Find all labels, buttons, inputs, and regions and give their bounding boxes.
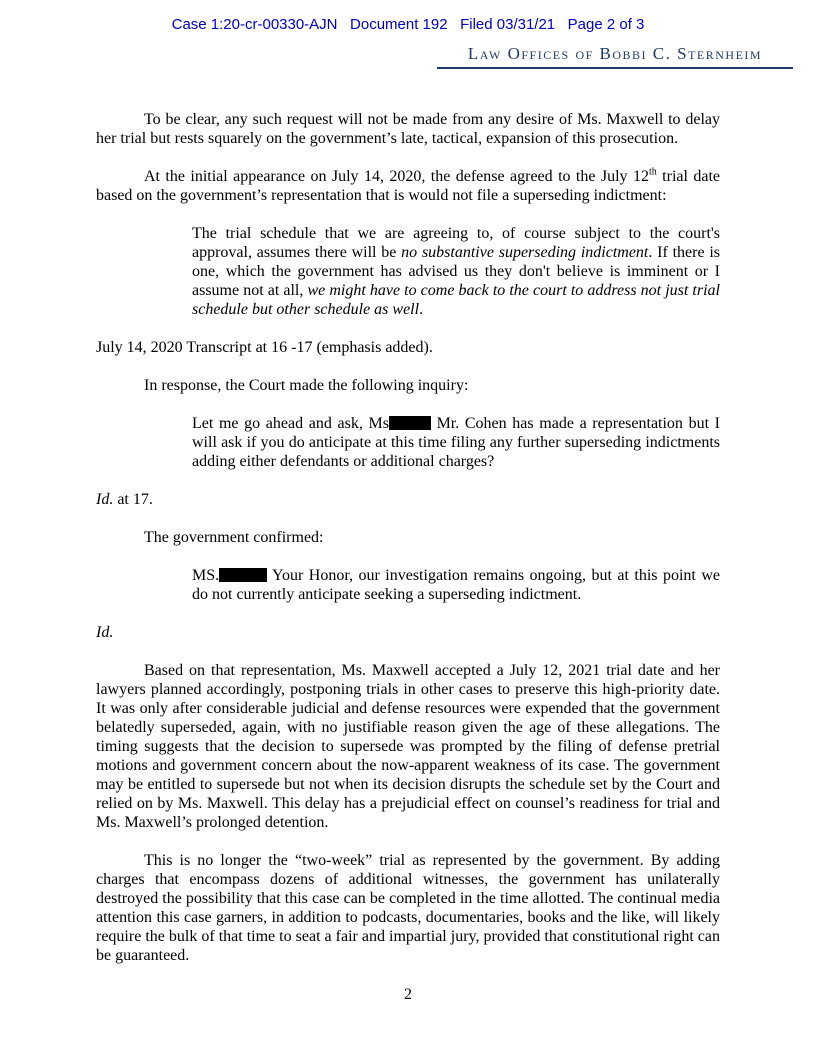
body-text: In response, the Court made the following inquiry:	[144, 377, 469, 394]
italic-text: Id.	[96, 491, 114, 508]
italic-text: we might have to come back to the court to address not just trial schedule but other schedule as well	[192, 282, 720, 318]
letterhead: Law Offices of Bobbi C. Sternheim	[437, 44, 793, 69]
paragraph-body-indent	[96, 851, 720, 965]
paragraph-body-indent	[96, 167, 720, 205]
paragraph-body-indent	[96, 376, 720, 395]
body-text: trial date based on the government’s representation that is would not file a superseding indictment:	[96, 168, 721, 204]
body-text: To be clear, any such request will not be made from any desire of Ms. Maxwell to delay her trial but rests squarely on the government’s late, tactical, expansion of this prosecution.	[96, 111, 720, 147]
body-text: At the initial appearance on July 14, 2020, the defense agreed to the July 12	[144, 168, 649, 185]
superscript-text: th	[648, 166, 657, 178]
italic-text: no substantive superseding indictment	[401, 244, 649, 261]
body-text: Let me go ahead and ask, Ms	[192, 415, 389, 432]
body-text: MS.	[192, 567, 220, 584]
paragraph-body-indent	[96, 661, 720, 832]
body-text: Your Honor, our investigation remains ongoing, but at this point we do not currently anticipate seeking a superseding indictment.	[192, 567, 720, 603]
paragraph-cite	[96, 338, 720, 357]
paragraph-body-indent	[96, 110, 720, 148]
case-stamp: Case 1:20-cr-00330-AJN Document 192 Filed 03/31/21 Page 2 of 3	[171, 16, 645, 33]
body-text: This is no longer the “two-week” trial as represented by the government. By adding charges that encompass dozens of additional witnesses, the government has unilaterally destroyed the possibility that this case can be completed in the time allotted. The continual media attention this case garners, in addition to podcasts, documentaries, books and the like, will likely require the bulk of that time to seat a fair and impartial jury, provided that constitutional right can be guaranteed.	[96, 852, 720, 964]
body-text: The government confirmed:	[144, 529, 324, 546]
italic-text: Id.	[96, 624, 114, 641]
paragraph-quote	[192, 566, 720, 604]
paragraph-cite	[96, 490, 720, 509]
paragraph-cite	[96, 623, 720, 642]
paragraph-quote	[192, 224, 720, 319]
paragraph-quote	[192, 414, 720, 471]
redaction-box	[219, 568, 267, 582]
body-text: Based on that representation, Ms. Maxwell accepted a July 12, 2021 trial date and her lawyers planned accordingly, postponing trials in other cases to preserve this high-priority date. It was only after considerable judicial and defense resources were expended that the government belatedly superseded, again, with no justifiable reason given the age of these allegations. The timing suggests that the decision to supersede was prompted by the filing of defense pretrial motions and government concern about the now-apparent weakness of its case. The government may be entitled to supersede but not when its decision disrupts the schedule set by the Court and relied on by Ms. Maxwell. This delay has a prejudicial effect on counsel’s readiness for trial and Ms. Maxwell’s prolonged detention.	[96, 662, 720, 831]
paragraph-body-indent	[96, 528, 720, 547]
body-text: . If there is one, which the government has advised us they don't believe is imminent or I assume not at all,	[192, 244, 721, 299]
document-body	[96, 110, 720, 965]
page-number: 2	[404, 986, 412, 1003]
redaction-box	[389, 416, 431, 430]
body-text: Mr. Cohen has made a representation but I will ask if you do anticipate at this time filing any further superseding indictments adding either defendants or additional charges?	[192, 415, 720, 470]
body-text: at 17.	[113, 491, 153, 508]
body-text: July 14, 2020 Transcript at 16 -17 (emphasis added).	[96, 339, 433, 356]
body-text: The trial schedule that we are agreeing to, of course subject to the court's approval, assumes there will be	[192, 225, 720, 261]
body-text: .	[419, 301, 424, 318]
